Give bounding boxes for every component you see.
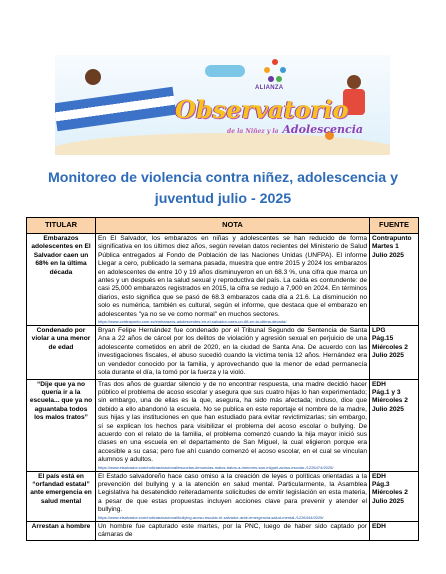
- table-row: [27, 521, 419, 541]
- fuente-pagina: Pág.3: [372, 480, 390, 488]
- news-table: [26, 217, 419, 541]
- decor-cloud: [205, 65, 245, 77]
- column-header-nota: NOTA: [96, 218, 370, 234]
- table-row: [27, 234, 419, 326]
- row-fuente: [370, 471, 419, 521]
- banner-subtitle-prefix: de la Niñez y la: [227, 128, 279, 135]
- page-title: Monitoreo de violencia contra niñez, adolescencia y juventud julio - 2025: [47, 170, 399, 207]
- fuente-dia: Miércoles 2: [372, 397, 408, 405]
- row-nota: [96, 521, 370, 541]
- banner-title: Observatorio: [175, 95, 349, 124]
- row-fuente: [370, 521, 419, 541]
- row-nota: [96, 471, 370, 521]
- fuente-medio: EDH: [372, 380, 386, 388]
- row-fuente: [370, 326, 419, 379]
- banner-subtitle: [227, 123, 363, 136]
- row-titular: El país está en “orfandad estatal” ante emergencia en salud mental: [27, 471, 96, 521]
- fuente-medio: EDH: [372, 472, 386, 480]
- fuente-pagina: Pág.15: [372, 335, 394, 343]
- table-row: [27, 379, 419, 471]
- fuente-medio: LPG: [372, 327, 386, 335]
- article-link[interactable]: https://www.contrapunto.com.sv/embarazos-adolescentes-en-el-salvador-caen-un-68-en-la-ultima-decada/: [98, 319, 287, 325]
- alianza-logo-icon: [262, 59, 288, 85]
- column-header-titular: TITULAR: [27, 218, 96, 234]
- row-nota-text: Tras dos años de guardar silencio y de no encontrar respuesta, una madre decidió hacer público el problema de acoso escolar y asegura que sus cuatro hijas lo han experimentado; sin embargo, una de ellas es la que, asegura, ha sido más afectada; incluso, dice que debido a ello abandonó la escuela. No se publica en este reportaje el nombre de la madre, sus hijas y las instituciones en que han estudiado para evitar revictimizarlas; sin embargo, sí se explican los hechos para visibilizar el problema del acoso escolar o bullying. De acuerdo con el relato de la familia, el problema comenzó cuando la hija mayor inició sus clases en una escuela en el departamento de San Miguel, la cual eligieron porque era accesible a su casa; pero fue ahí cuando comenzó el acoso escolar, en el cual se vinculan alumnos y adultos.: [98, 380, 367, 464]
- row-nota: [96, 326, 370, 379]
- article-link[interactable]: https://www.elsalvador.com/noticias/nacional/escuelas-denuncias-malos-tratos-a-menores-san-miguel-acoso-escolar-/1226474/2025/: [98, 464, 334, 470]
- fuente-mes: Julio 2025: [372, 352, 404, 360]
- header-banner: [55, 55, 390, 155]
- row-nota-text: En El Salvador, los embarazos en niñas y adolescentes se han reducido de forma significativa en los últimos diez años, según revelan datos recientes del Ministerio de Salud Pública entregados al Fondo de Población de las Naciones Unidas (UNFPA). El informe Llegar a cero, publicado la semana pasada, muestra que entre 2015 y 2024 los embarazos en adolescentes de entre 10 y 19 años disminuyeron en un 68.3 %, una cifra que marca un antes y un después en la salud sexual y reproductiva del país. La caída es contundente: de casi 25,000 embarazos registrados en 2015, la cifra se redujo a 7,900 en 2024. En términos diarios, esto significa que se pasó de 68.3 embarazos cada día a 21.6. La disminución no solo es numérica, también es cultural, según el informe, que destaca que el embarazo en adolescentes "ya no se ve como normal" en muchos sectores.: [98, 235, 367, 318]
- row-nota-text: Bryan Felipe Hernández fue condenado por el Tribunal Segundo de Sentencia de Santa Ana a 22 años de cárcel por los delitos de violación y agresión sexual en perjuicio de una adolescente cometidos en abril de 2020, en la ciudad de Santa Ana. De acuerdo con las investigaciones fiscales, el abuso sucedió cuando la víctima tenía 12 años. Hernández era un vendedor conocido por la familia, y aprovechando que la menor de edad permanecía sola durante el día, la tomó por la fuerza y la violó.: [98, 327, 367, 377]
- child-illustration-right: [347, 75, 361, 89]
- row-titular: “Dije que ya no quería ir a la escuela... que ya no aguantaba todos los malos tratos”: [27, 379, 96, 471]
- table-row: [27, 471, 419, 521]
- row-nota: [96, 234, 370, 326]
- banner-subtitle-main: Adolescencia: [282, 123, 364, 136]
- row-titular: Condenado por violar a una menor de edad: [27, 326, 96, 379]
- fuente-pagina: Pág.1 y 3: [372, 388, 401, 396]
- fuente-dia: Miércoles 2: [372, 489, 408, 497]
- row-nota-text: Un hombre fue capturado este martes, por la PNC, luego de haber sido captado por cámaras de: [98, 522, 367, 538]
- fuente-medio: EDH: [372, 522, 386, 530]
- fuente-mes: Julio 2025: [372, 251, 404, 259]
- table-row: [27, 326, 419, 379]
- row-nota-text: El Estado salvadoreño hace caso omiso a la creación de leyes o políticas orientadas a la prevención del bullying y a la atención en salud mental. Particularmente, la Asamblea Legislativa ha desatendido reiteradamente solicitudes de emitir legislación en esta materia, a pesar de que estas propuestas incluyen acciones clave para prevenir y atender el bullying.: [98, 472, 367, 514]
- fuente-medio: Contrapunto: [372, 235, 412, 242]
- row-titular: Embarazos adolescentes en El Salvador caen un 68% en la última década: [27, 234, 96, 326]
- row-fuente: [370, 379, 419, 471]
- fuente-dia: Miércoles 2: [372, 343, 408, 351]
- child-illustration-left: [85, 69, 101, 85]
- fuente-mes: Julio 2025: [372, 497, 404, 505]
- column-header-fuente: FUENTE: [370, 218, 419, 234]
- article-link[interactable]: https://www.elsalvador.com/noticias/nacional/bullying-acoso-escolar-el-salvador-ante-emergencia-salud-mental-/1226444/2025/: [98, 514, 324, 520]
- row-nota: [96, 379, 370, 471]
- table-header-row: [27, 218, 419, 234]
- fuente-mes: Julio 2025: [372, 405, 404, 413]
- alianza-logo-text: ALIANZA: [255, 85, 284, 91]
- row-titular: Arrestan a hombre: [27, 521, 96, 541]
- fuente-dia: Martes 1: [372, 243, 399, 251]
- row-fuente: [370, 234, 419, 326]
